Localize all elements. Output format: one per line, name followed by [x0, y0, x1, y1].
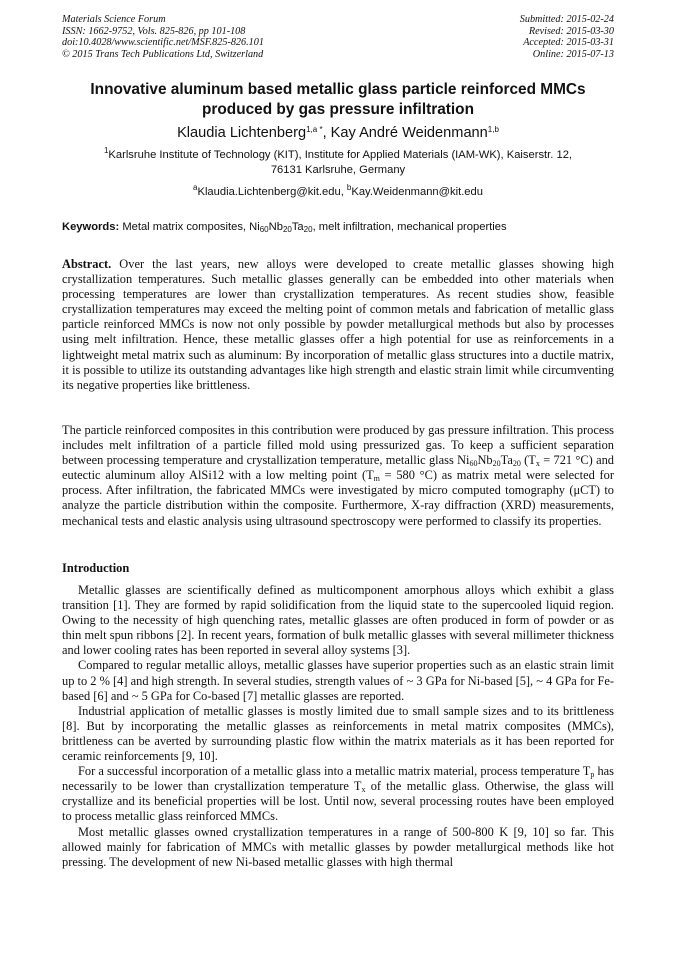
dates-header: [520, 14, 614, 60]
author-1-affil: 1,a *: [306, 125, 323, 134]
submitted-date: Submitted: 2015-02-24: [519, 14, 614, 25]
email-a-marker: a: [193, 183, 198, 192]
introduction-heading: Introduction: [62, 561, 130, 575]
copyright: © 2015 Trans Tech Publications Ltd, Switzerland: [62, 48, 264, 60]
intro-paragraph-5: Most metallic glasses owned crystallization temperatures in a range of 500-800 K [9, 10] so far. This allowed mainly for fabrication of MMCs with metallic glasses by powder metallurgical methods like hot pressing. The development of new Ni-based metallic glasses with high thermal: [62, 824, 614, 869]
accepted-date: Accepted: 2015-03-31: [523, 37, 614, 49]
paper-title: [62, 80, 614, 120]
journal-name: Materials Science Forum: [62, 14, 166, 25]
keywords: Keywords: Metal matrix composites, $Ni_{60}Nb_{20}Ta_{20}$, melt infiltration, mechanical properties: [62, 221, 507, 234]
affiliation: [62, 148, 614, 178]
affil-line-2: 76131 Karlsruhe, Germany: [270, 164, 406, 176]
intro-paragraph-3: Industrial application of metallic glasses is mostly limited due to small sample sizes and to its brittleness [8]. But by incorporating the metallic glasses as reinforcements in metal matrix composites (MMCs), brittleness can be averted by surrounding plastic flow within the matrix materials as it has been reported for ceramic reinforcements [9, 10].: [62, 703, 614, 764]
author-2: Kay André Weidenmann: [330, 125, 488, 141]
keywords-label: Keywords:: [62, 221, 120, 233]
author-1: Klaudia Lichtenberg: [177, 125, 307, 141]
issn: ISSN: 1662-9752, Vols. 825-826, pp 101-108: [62, 25, 246, 37]
author-2-affil: 1,b: [487, 125, 499, 134]
authors: [62, 124, 614, 142]
intro-paragraph-1: Metallic glasses are scientifically defined as multicomponent amorphous alloys which exhibit a glass transition [1]. They are formed by rapid solidification from the liquid state to the supercooled liquid region. Owing to the necessity of high quenching rates, metallic glasses are often produced in form of powder or as thin melt spun ribbons [2]. In recent years, formation of bulk metallic glasses with several millimeter thickness and lower cooling rates has been reported in several alloy systems [3].: [62, 583, 614, 658]
title-line-2: produced by gas pressure infiltration: [202, 101, 474, 118]
doi: doi:10.4028/www.scientific.net/MSF.825-826.101: [62, 37, 264, 49]
emails: $^a$Klaudia.Lichtenberg@kit.edu, $^b$Kay.Weidenmann@kit.edu: [193, 183, 483, 198]
intro-paragraph-2: Compared to regular metallic alloys, metallic glasses have superior properties such as an elastic strain limit up to 2 % [4] and high strength. In several studies, strength values of ~ 3 GPa for Ni-based [5], ~ 4 GPa for Fe-based [6] and ~ 5 GPa for Co-based [7] metallic glasses are reported.: [62, 658, 614, 703]
online-date: Online: 2015-07-13: [532, 48, 614, 60]
email-b[interactable]: Kay.Weidenmann@kit.edu: [351, 186, 483, 198]
affil-marker: 1: [103, 146, 109, 155]
abstract-paragraph-1: Abstract. Over the last years, new alloys were developed to create metallic glasses showing high crystallization temperatures. Such metallic glasses generally can be embedded into other materials when processing temperatures are lower than crystallization temperatures. As recent studies show, feasible crystallization temperatures may exceed the melting point of common metals and fabrication of metallic glass particle reinforced MMCs is now not only possible by powder metallurgical methods but also by processes using melt infiltration. Hence, these metallic glasses offer a high potential for use as reinforcements in a lightweight metal matrix such as aluminum: By incorporation of metallic glass structures into a ductile matrix, it is possible to utilize its outstanding advantages like high strength and elastic strain limit while circumventing its negative properties like brittleness.: [62, 257, 614, 392]
email-b-marker: b: [346, 183, 352, 192]
abstract-paragraph-2: The particle reinforced composites in this contribution were produced by gas pressure infiltration. This process includes melt infiltration of a particle filled mold using pressurized gas. To keep a sufficient separation between processing temperature and crystallization temperature, metallic glass $Ni_{60}Nb_{20}Ta_{20}$ ($T_x = 721$ °C) and eutectic aluminum alloy AlSi12 with a low melting point ($T_m = 580$ °C) as matrix metal were selected for process. After infiltration, the fabricated MMCs were investigated by micro computed tomography (μCT) to analyze the particle distribution within the composite. Furthermore, X-ray diffraction (XRD) measurements, mechanical tests and elastic analysis using ultrasound spectroscopy were performed to classify its properties.: [62, 423, 614, 528]
title-line-1: Innovative aluminum based metallic glass particle reinforced MMCs: [90, 81, 586, 98]
email-a[interactable]: Klaudia.Lichtenberg@kit.edu: [197, 186, 341, 198]
introduction-body: [62, 583, 614, 870]
intro-paragraph-4: For a successful incorporation of a metallic glass into a metallic matrix material, process temperature $T_p$ has necessarily to be lower than crystallization temperature $T_x$ of the metallic glass. Otherwise, the glass will crystallize and its beneficial properties will be lost. Until now, several processing routes have been employed to process metallic glass reinforced MMCs.: [62, 764, 614, 824]
affil-line-1: Karlsruhe Institute of Technology (KIT), Institute for Applied Materials (IAM-WK), Kaiserstr. 12,: [108, 149, 573, 161]
abstract-label: Abstract.: [62, 257, 112, 271]
author-separator: ,: [322, 125, 331, 141]
revised-date: Revised: 2015-03-30: [528, 25, 614, 37]
journal-header: [62, 14, 264, 60]
